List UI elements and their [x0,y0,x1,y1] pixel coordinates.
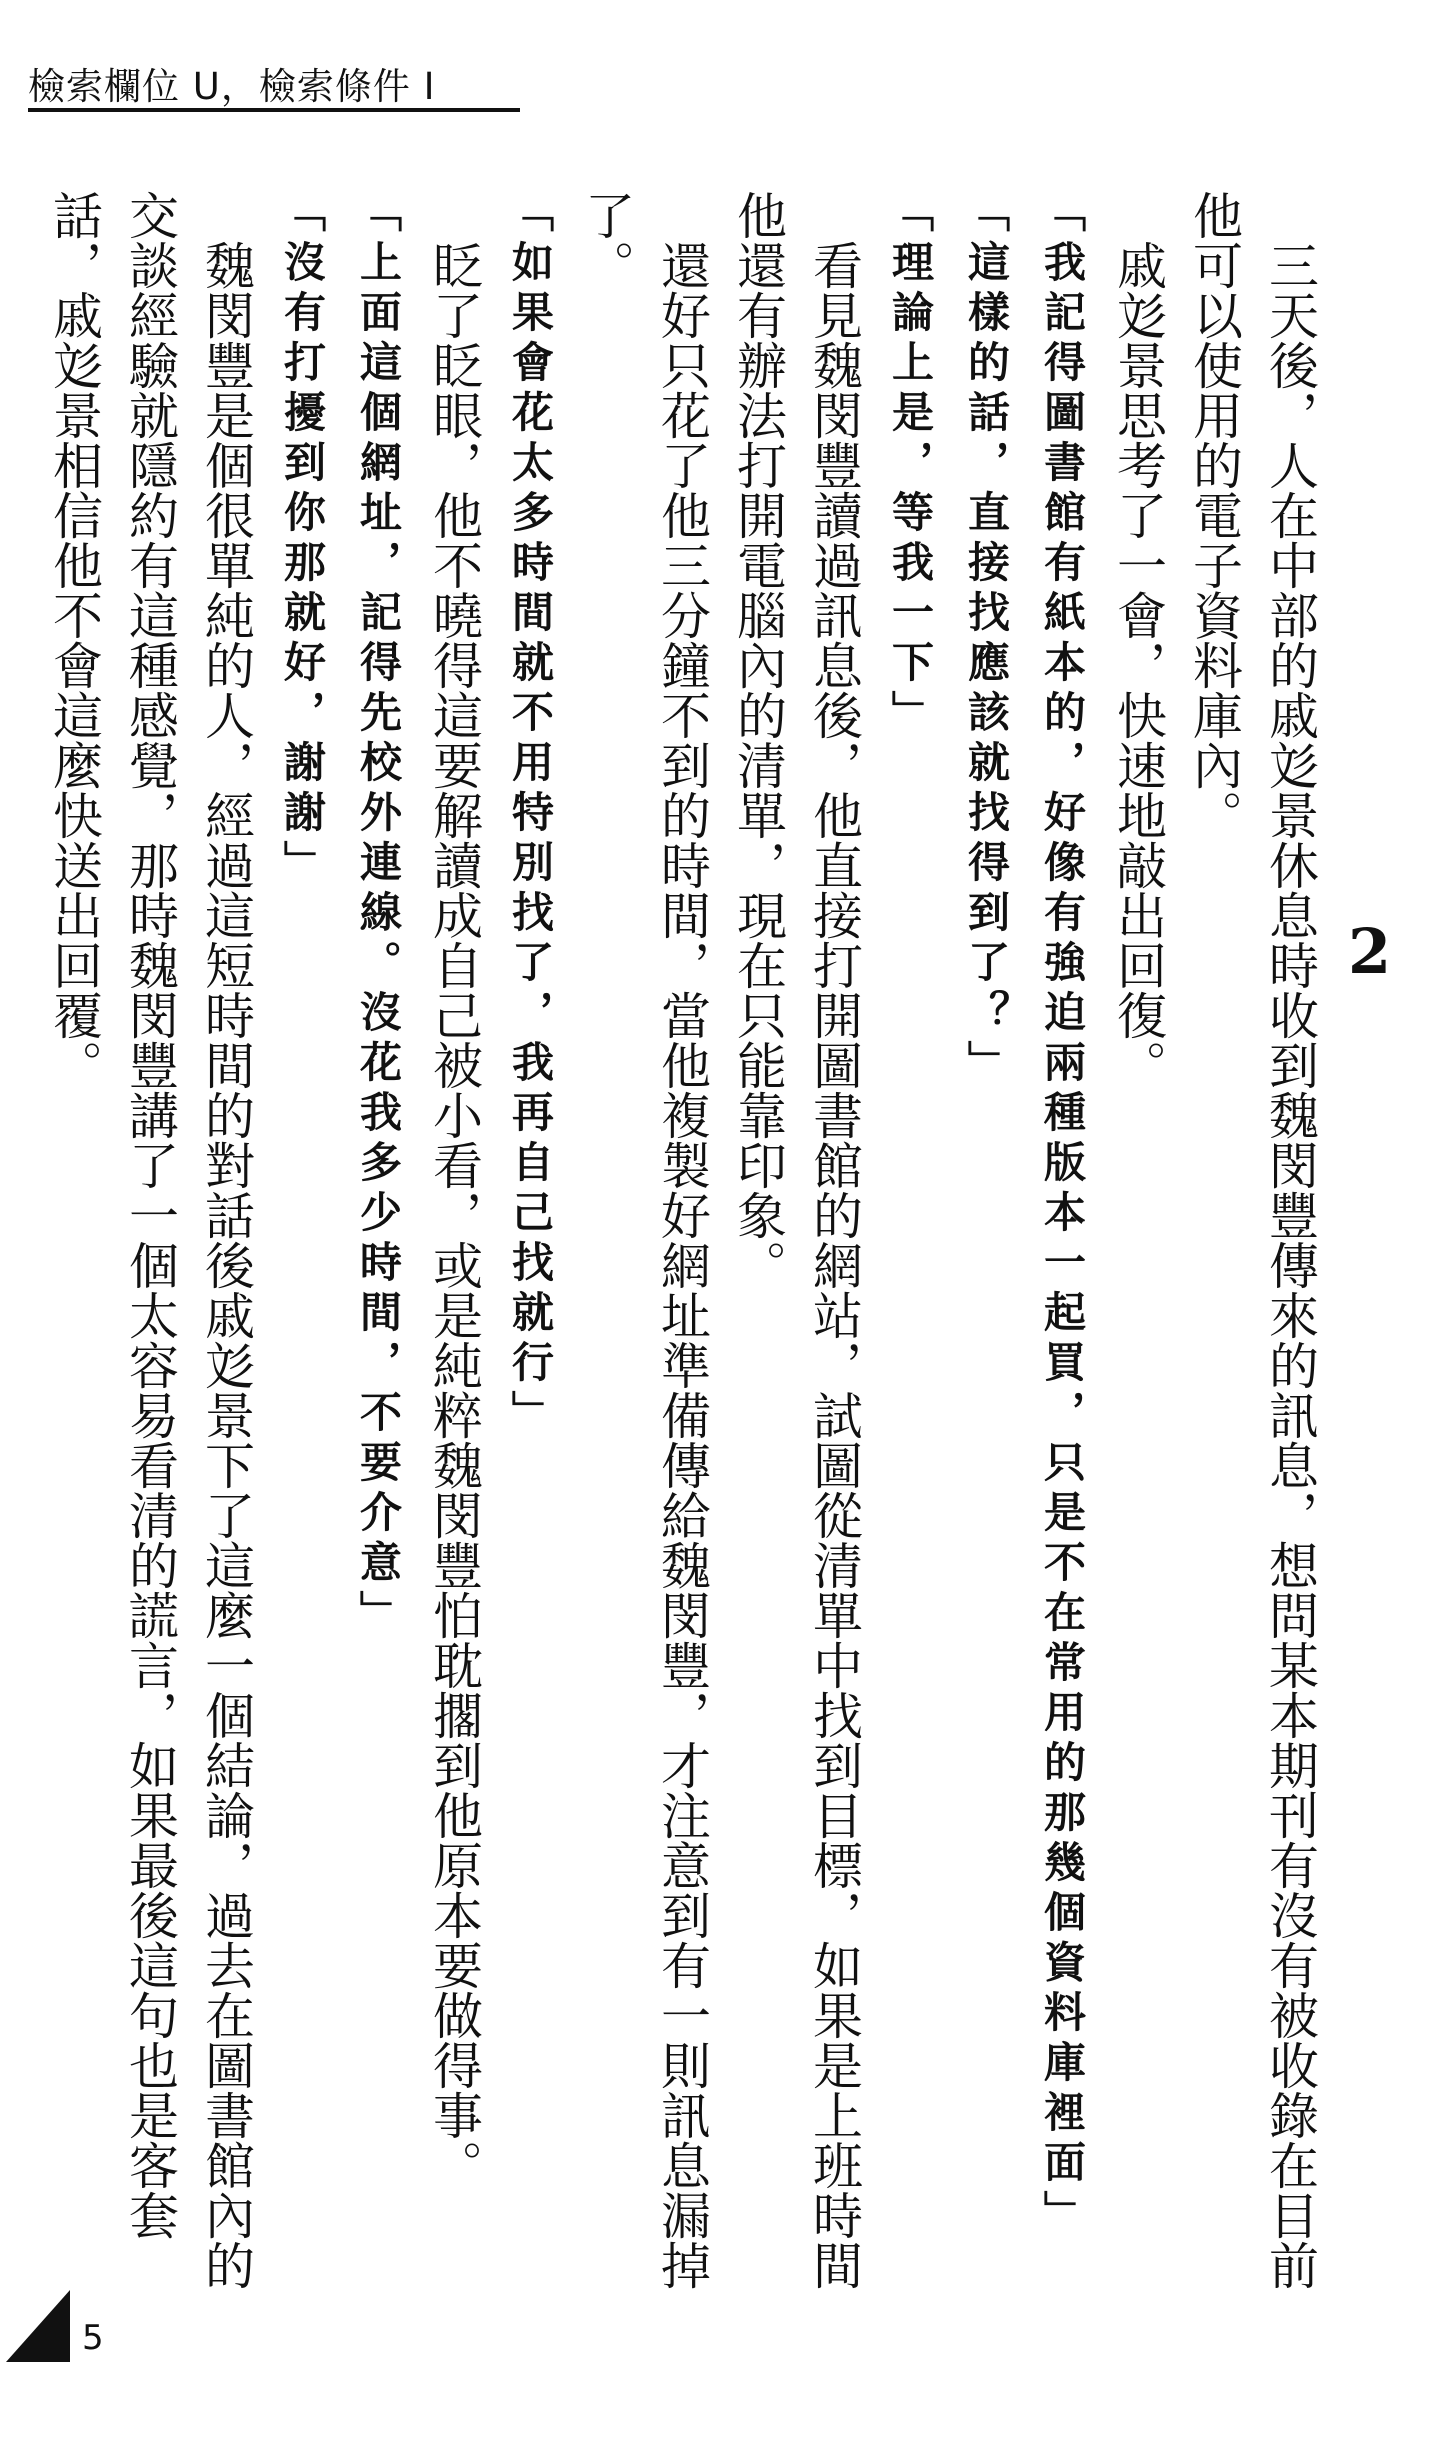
dialogue-line: 「沒有打擾到你那就好，謝謝」 [278,190,327,890]
running-header [28,52,520,112]
running-header-text: 檢索欄位 U，檢索條件 I [28,65,436,108]
body-text [45,190,1328,2330]
paragraph: 眨了眨眼，他不曉得這要解讀成自己被小看，或是純粹魏閔豐怕耽擱到他原本要做得事。 [425,240,483,2190]
dialogue-line: 「理論上是，等我一下」 [886,190,935,740]
dialogue-line: 「如果會花太多時間就不用特別找了，我再自己找就行」 [506,190,555,1440]
paragraph: 看見魏閔豐讀過訊息後，他直接打開圖書館的網站，試圖從清單中找到目標，如果是上班時間他還有辦法打開電腦內的清單，現在只能靠印象。 [729,190,863,2290]
dialogue-line: 「我記得圖書館有紙本的，好像有強迫兩種版本一起買，只是不在常用的那幾個資料庫裡面」 [1038,190,1087,2240]
dialogue-line: 「這樣的話，直接找應該就找得到了？」 [962,190,1011,1090]
dialogue-line: 「上面這個網址，記得先校外連線。沒花我多少時間，不要介意」 [354,190,403,1640]
paragraph: 魏閔豐是個很單純的人，經過這短時間的對話後戚彣景下了這麼一個結論，過去在圖書館內的交談經驗就隱約有這種感覺，那時魏閔豐講了一個太容易看清的謊言，如果最後這句也是客套話，戚彣景相信他不會這麼快送出回覆。 [45,190,255,2290]
chapter-number: 2 [1348,915,1392,988]
page-number: 5 [82,2318,104,2358]
paragraph: 戚彣景思考了一會，快速地敲出回復。 [1109,240,1167,1090]
paragraph: 還好只花了他三分鐘不到的時間，當他複製好網址準備傳給魏閔豐，才注意到有一則訊息漏掉了。 [577,190,711,2290]
corner-triangle-icon [6,2290,70,2362]
paragraph: 三天後，人在中部的戚彣景休息時收到魏閔豐傳來的訊息，想問某本期刊有沒有被收錄在目前他可以使用的電子資料庫內。 [1185,190,1319,2290]
